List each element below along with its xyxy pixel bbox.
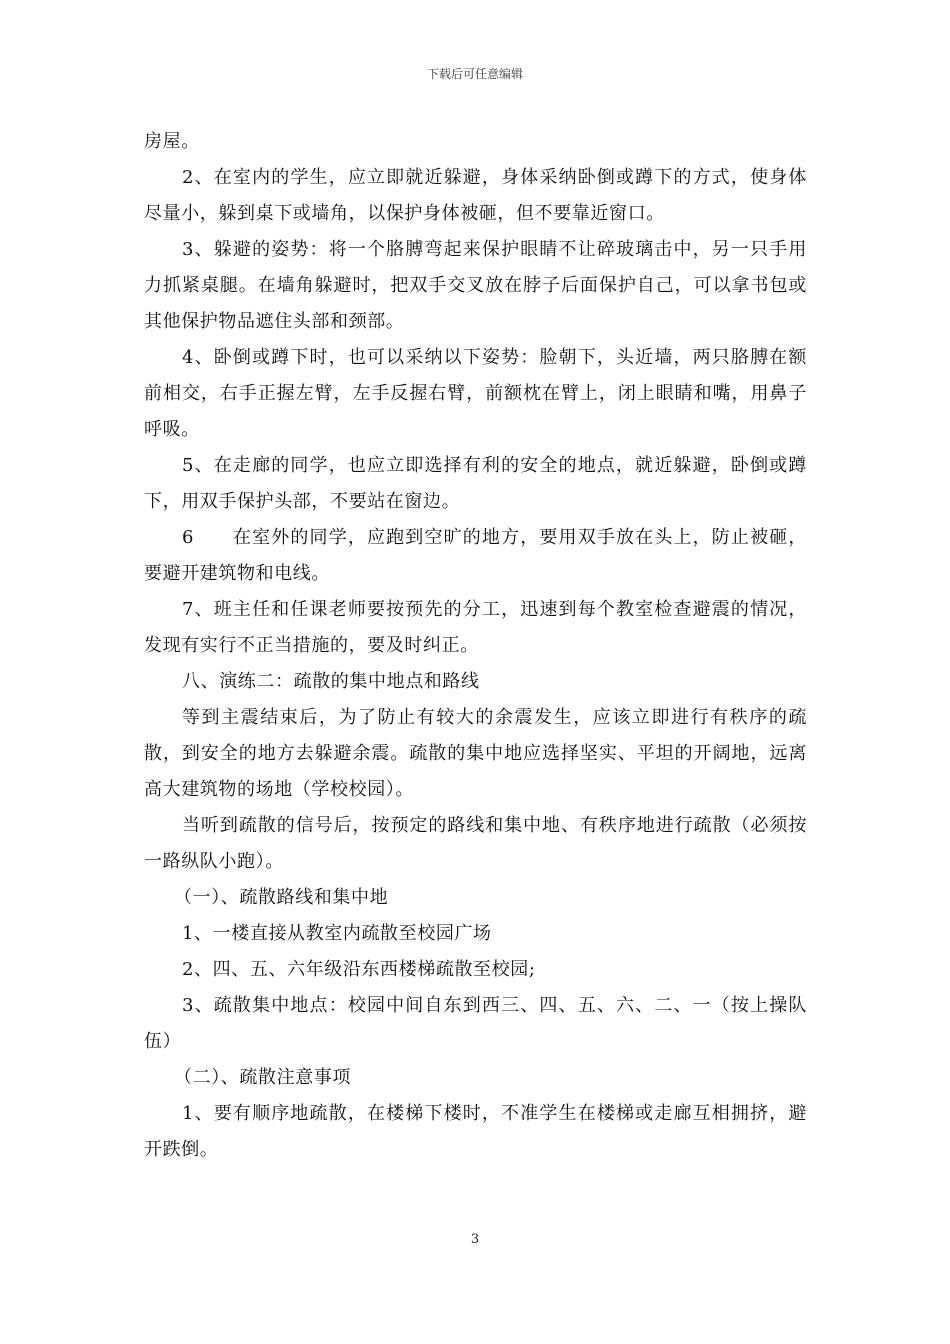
route-item-1: 1、一楼直接从教室内疏散至校园广场 [182,923,492,944]
section-heading-drill-two: 八、演练二：疏散的集中地点和路线 [182,671,480,692]
paragraph-item-4: 4、卧倒或蹲下时，也可以采纳以下姿势：脸朝下，头近墙，两只胳膊在额前相交，右手正握左臂，左手反握右臂，前额枕在臂上，闭上眼睛和嘴，用鼻子呼吸。 [144,347,807,440]
paragraph-item-3: 3、躲避的姿势：将一个胳膊弯起来保护眼睛不让碎玻璃击中，另一只手用力抓紧桌腿。在墙角躲避时，把双手交叉放在脖子后面保护自己，可以拿书包或其他保护物品遮住头部和颈部。 [144,239,807,332]
paragraph-item-5: 5、在走廊的同学，也应立即选择有利的安全的地点，就近躲避，卧倒或蹲下，用双手保护头部，不要站在窗边。 [144,455,807,512]
paragraph-continuation: 房屋。 [144,131,200,152]
paragraph-evacuation-signal: 当听到疏散的信号后，按预定的路线和集中地、有秩序地进行疏散（必须按一路纵队小跑）。 [144,815,807,872]
route-item-2: 2、四、五、六年级沿东西楼梯疏散至校园; [182,959,536,980]
document-body [144,124,807,1168]
route-item-3: 3、疏散集中地点：校园中间自东到西三、四、五、六、二、一（按上操队伍） [144,995,807,1052]
paragraph-item-2: 2、在室内的学生，应立即就近躲避，身体采纳卧倒或蹲下的方式，使身体尽量小，躲到桌下或墙角，以保护身体被砸，但不要靠近窗口。 [144,167,807,224]
subheading-precautions: （二）、疏散注意事项 [174,1067,351,1088]
paragraph-item-7: 7、班主任和任课老师要按预先的分工，迅速到每个教室检查避震的情况，发现有实行不正当措施的，要及时纠正。 [144,599,807,656]
paragraph-item-6: 6 在室外的同学，应跑到空旷的地方，要用双手放在头上，防止被砸，要避开建筑物和电线。 [144,527,807,584]
page-number: 3 [470,1232,480,1247]
page-header: 下载后可任意编辑 [426,67,523,81]
subheading-routes: （一）、疏散路线和集中地 [174,887,389,908]
precaution-item-1: 1、要有顺序地疏散，在楼梯下楼时，不准学生在楼梯或走廊互相拥挤，避开跌倒。 [144,1103,807,1160]
paragraph-evacuation-intro: 等到主震结束后，为了防止有较大的余震发生，应该立即进行有秩序的疏散，到安全的地方去躲避余震。疏散的集中地应选择坚实、平坦的开阔地，远离高大建筑物的场地（学校校园）。 [144,707,807,800]
